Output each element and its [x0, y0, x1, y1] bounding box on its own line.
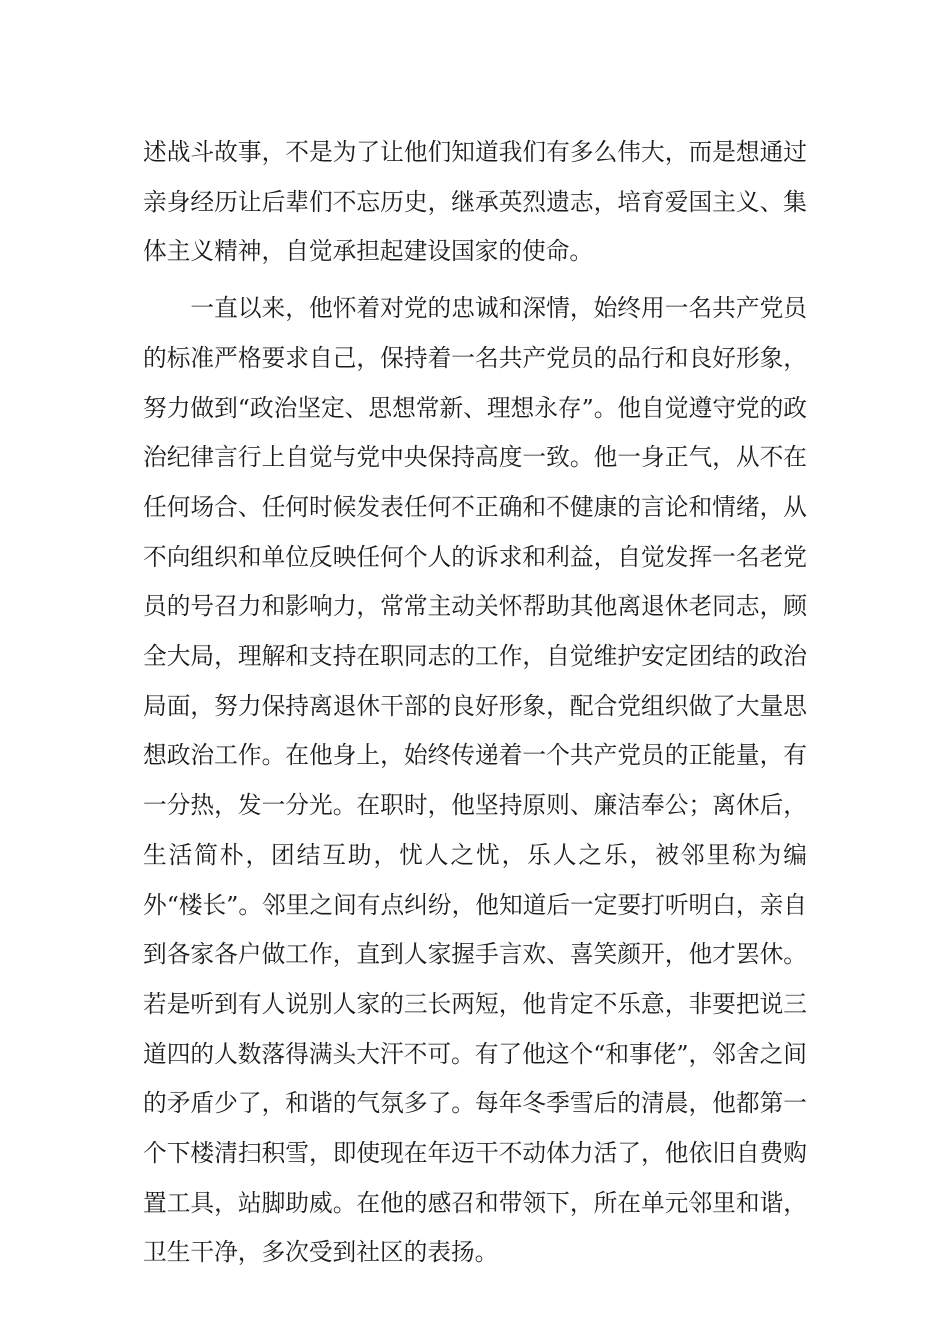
paragraph-continued: 述战斗故事，不是为了让他们知道我们有多么伟大，而是想通过亲身经历让后辈们不忘历史，继承英烈遗志，培育爱国主义、集体主义精神，自觉承担起建设国家的使命。	[143, 138, 807, 266]
document-body	[143, 128, 807, 1278]
paragraph-party-member-conduct: 一直以来，他怀着对党的忠诚和深情，始终用一名共产党员的标准严格要求自己，保持着一名共产党员的品行和良好形象，努力做到“政治坚定、思想常新、理想永存”。他自觉遵守党的政治纪律言行上自觉与党中央保持高度一致。他一身正气，从不在任何场合、任何时候发表任何不正确和不健康的言论和情绪，从不向组织和单位反映任何个人的诉求和利益，自觉发挥一名老党员的号召力和影响力，常常主动关怀帮助其他离退休老同志，顾全大局，理解和支持在职同志的工作，自觉维护安定团结的政治局面，努力保持离退休干部的良好形象，配合党组织做了大量思想政治工作。在他身上，始终传递着一个共产党员的正能量，有一分热，发一分光。在职时，他坚持原则、廉洁奉公；离休后，生活简朴，团结互助，忧人之忧，乐人之乐，被邻里称为编外“楼长”。邻里之间有点纠纷，他知道后一定要打听明白，亲自到各家各户做工作，直到人家握手言欢、喜笑颜开，他才罢休。若是听到有人说别人家的三长两短，他肯定不乐意，非要把说三道四的人数落得满头大汗不可。有了他这个“和事佬”，邻舍之间的矛盾少了，和谐的气氛多了。每年冬季雪后的清晨，他都第一个下楼清扫积雪，即使现在年迈干不动体力活了，他依旧自费购置工具，站脚助威。在他的感召和带领下，所在单元邻里和谐，卫生干净，多次受到社区的表扬。	[143, 294, 807, 1267]
